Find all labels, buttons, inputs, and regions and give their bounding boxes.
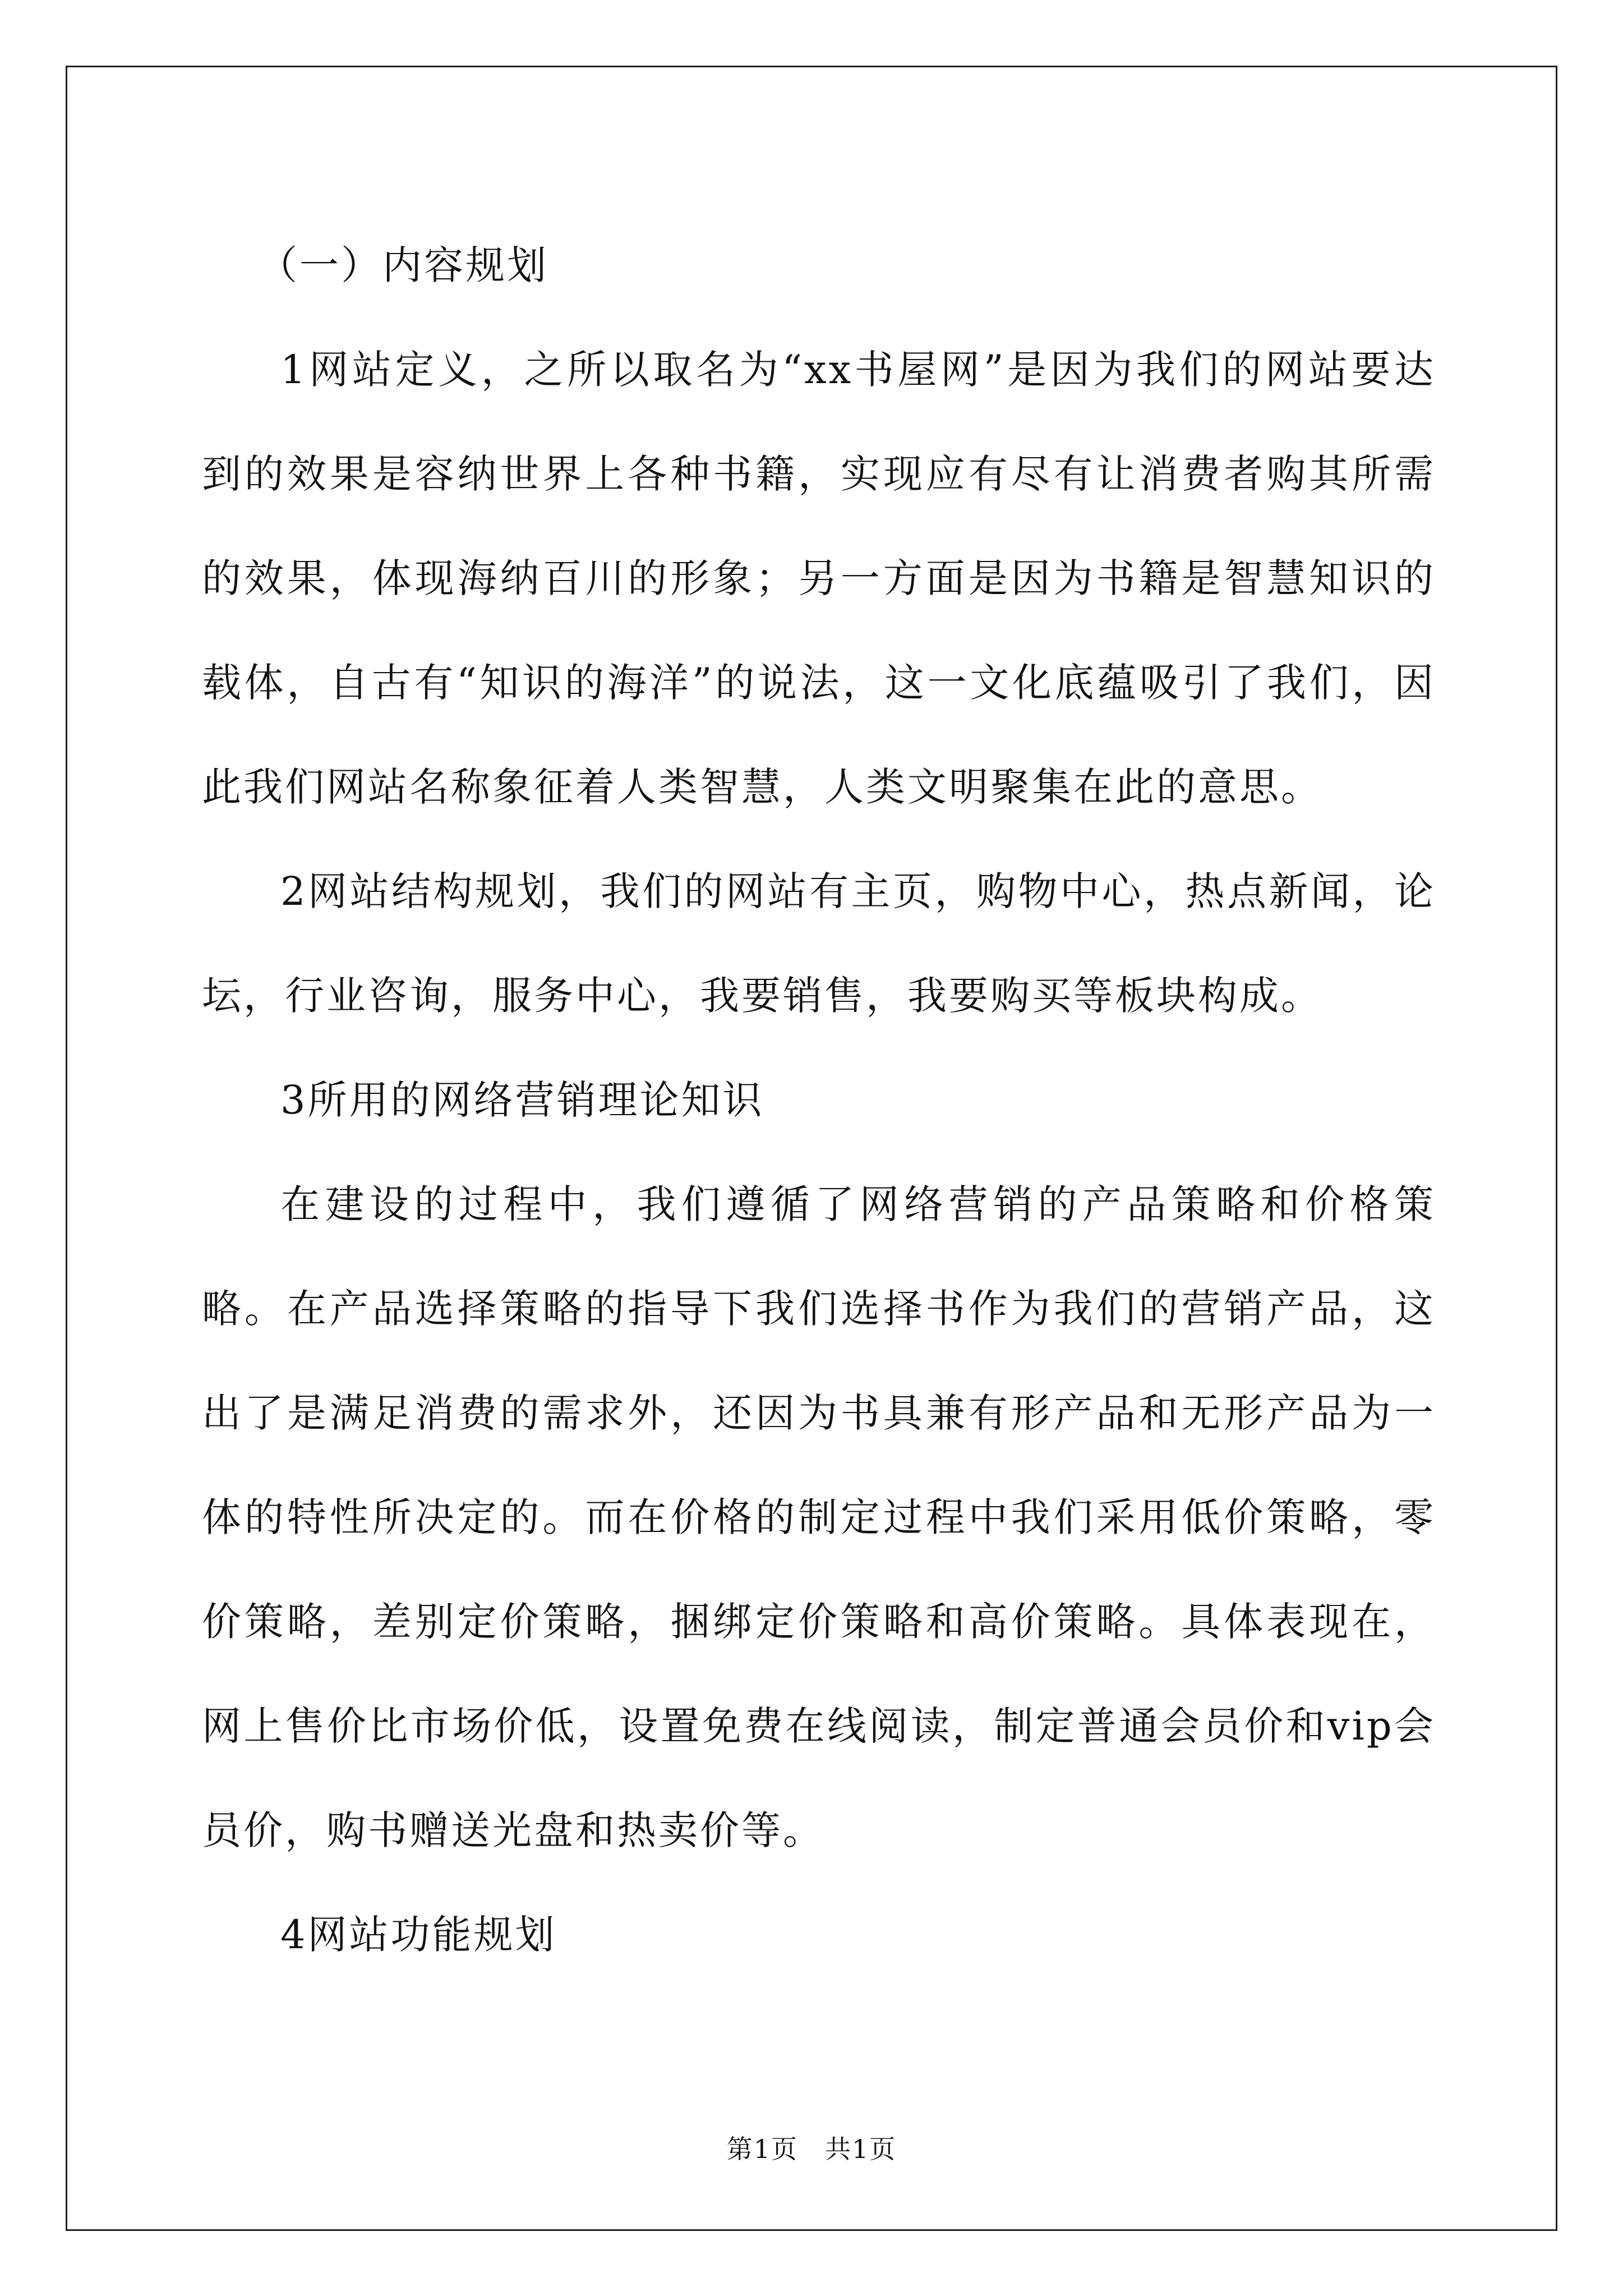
section-heading: （一）内容规划 xyxy=(258,242,548,288)
page-footer: 第1页 共1页 xyxy=(726,2134,897,2164)
paragraph-marketing-strategy: 在建设的过程中，我们遵循了网络营销的产品策略和价格策略。在产品选择策略的指导下我们选择书作为我们的营销产品，这出了是满足消费的需求外，还因为书具兼有形产品和无形产品为一体的特性所决定的。而在价格的制定过程中我们采用低价策略，零价策略，差别定价策略，捆绑定价策略和高价策略。具体表现在，网上售价比市场价低，设置免费在线阅读，制定普通会员价和vip会员价，购书赠送光盘和热卖价等。 xyxy=(202,1181,1436,1853)
paragraph-website-definition: 1网站定义，之所以取名为“xx书屋网”是因为我们的网站要达到的效果是容纳世界上各种书籍，实现应有尽有让消费者购其所需的效果，体现海纳百川的形象；另一方面是因为书籍是智慧知识的载体，自古有“知识的海洋”的说法，这一文化底蕴吸引了我们，因此我们网站名称象征着人类智慧，人类文明聚集在此的意思。 xyxy=(202,347,1436,810)
paragraph-function-planning-title: 4网站功能规划 xyxy=(280,1912,557,1958)
paragraph-website-structure: 2网站结构规划，我们的网站有主页，购物中心，热点新闻，论坛，行业咨询，服务中心，我要销售，我要购买等板块构成。 xyxy=(202,868,1436,1019)
document-body xyxy=(202,213,1436,1987)
paragraph-marketing-theory-title: 3所用的网络营销理论知识 xyxy=(280,1077,764,1123)
